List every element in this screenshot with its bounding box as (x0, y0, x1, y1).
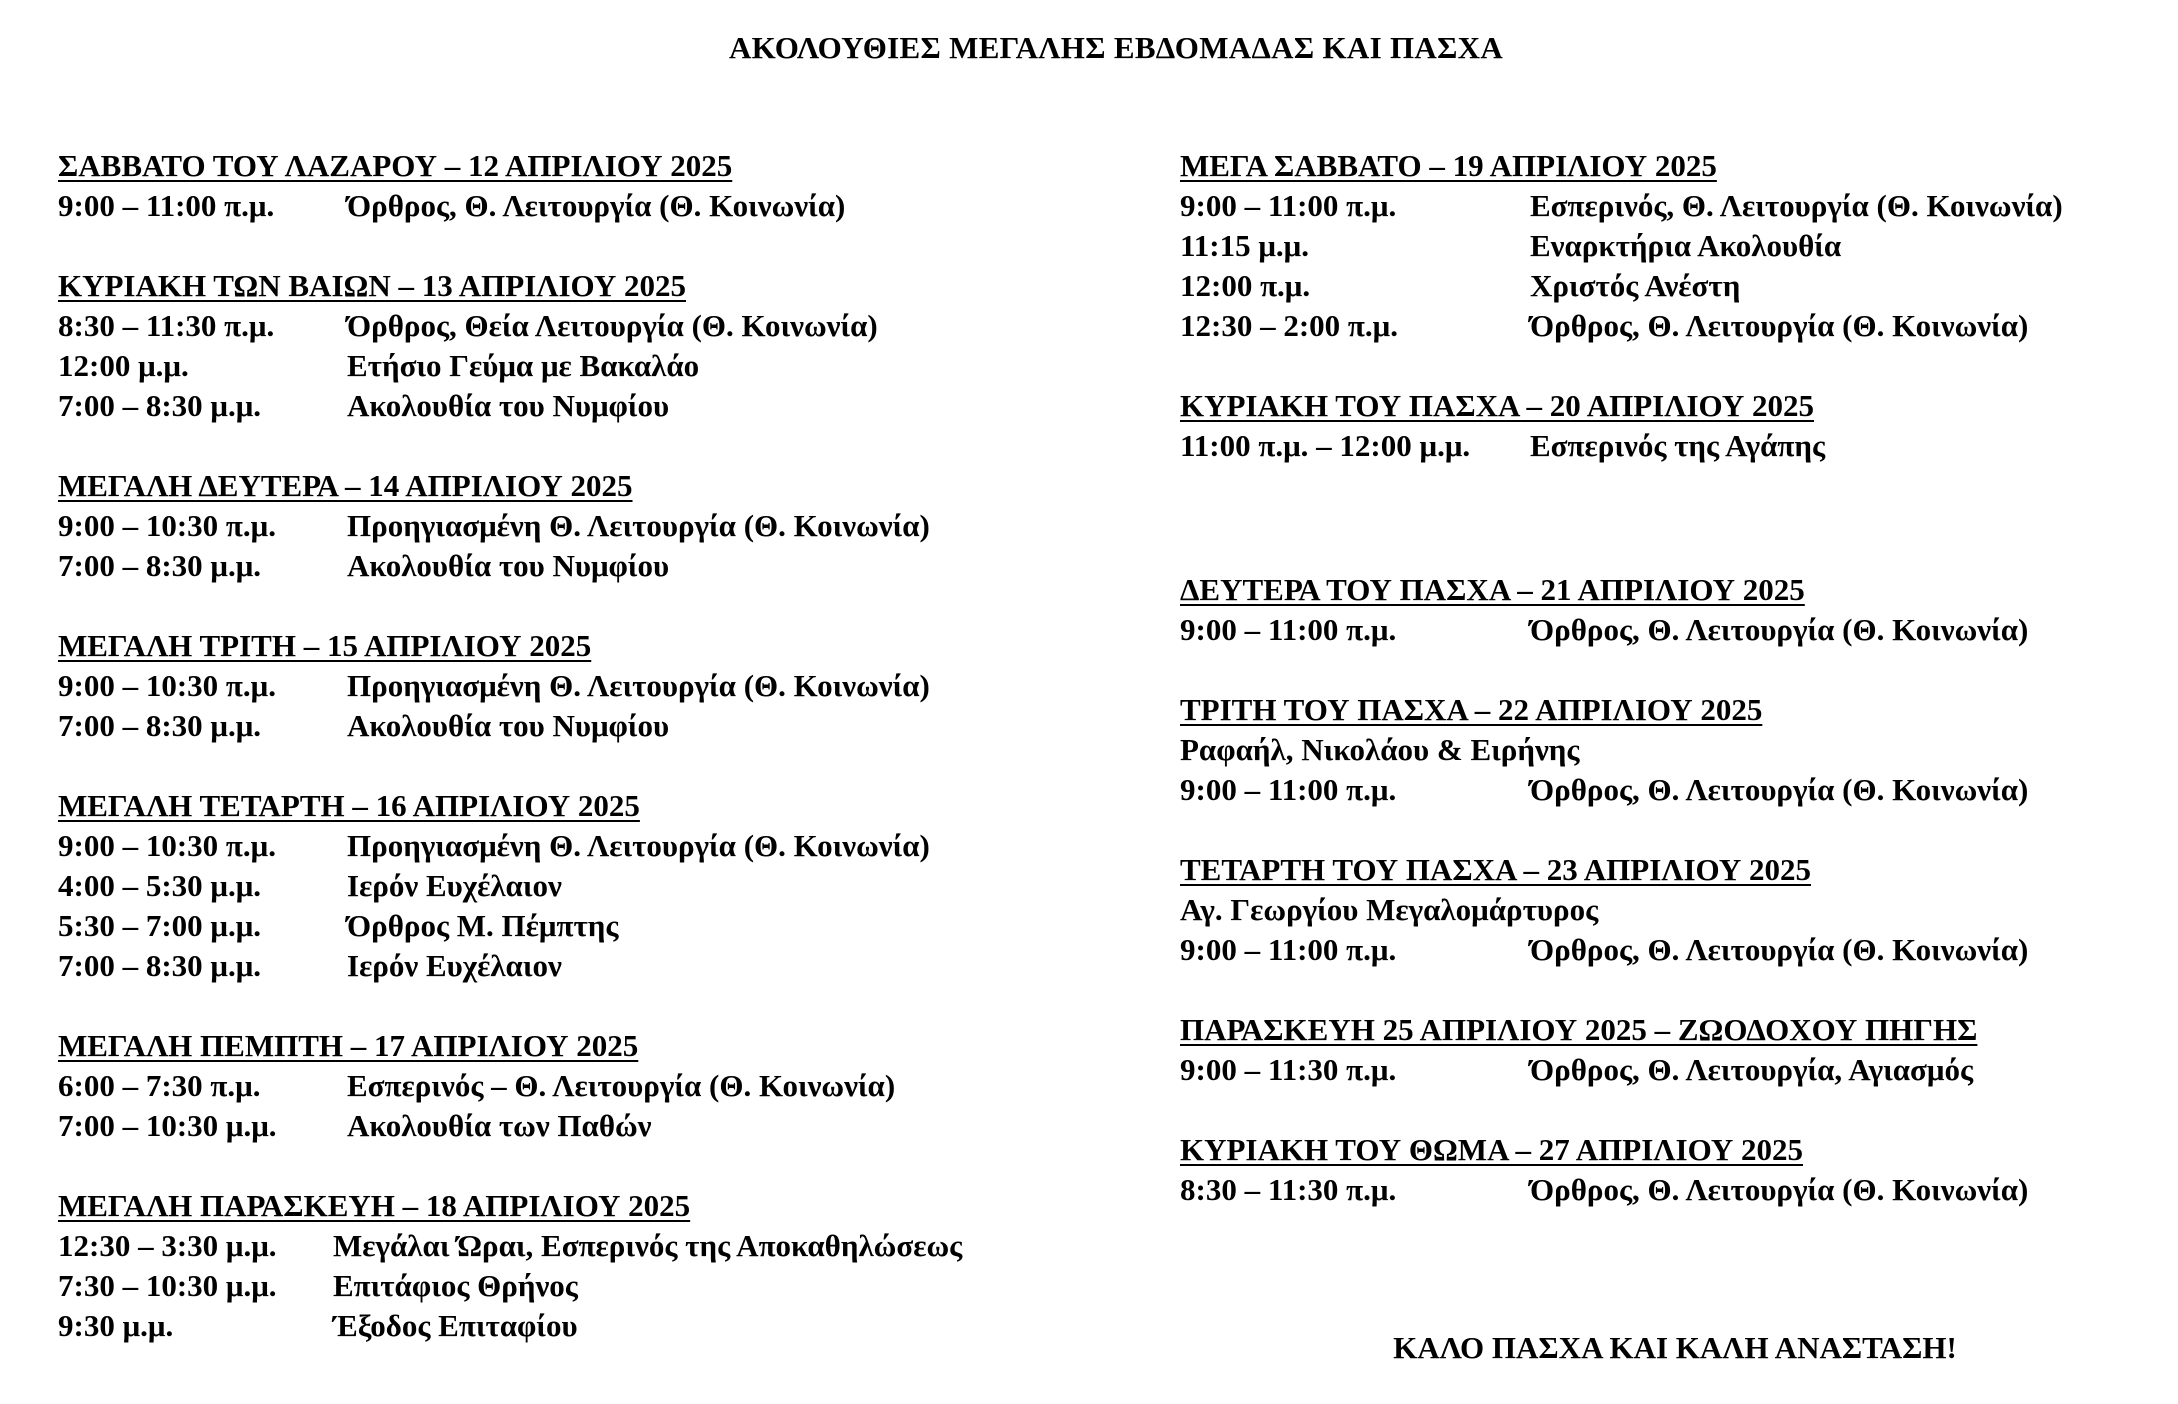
schedule-row (58, 1226, 1138, 1266)
service-time: 7:00 – 8:30 μ.μ. (58, 548, 262, 583)
page-title: ΑΚΟΛΟΥΘΙΕΣ ΜΕΓΑΛΗΣ ΕΒΔΟΜΑΔΑΣ ΚΑΙ ΠΑΣΧΑ (728, 30, 1504, 65)
schedule-row (58, 666, 1138, 706)
section-heading: ΜΕΓΑΛΗ ΠΑΡΑΣΚΕΥΗ – 18 ΑΠΡΙΛΙΟΥ 2025 (58, 1188, 691, 1223)
schedule-section (1180, 570, 2170, 650)
service-time: 7:00 – 8:30 μ.μ. (58, 388, 262, 423)
service-name: Όρθρος, Θ. Λειτουργία, Αγιασμός (1530, 1052, 1974, 1087)
schedule-section (58, 146, 1138, 226)
section-heading: ΤΡΙΤΗ ΤΟΥ ΠΑΣΧΑ – 22 ΑΠΡΙΛΙΟΥ 2025 (1180, 692, 1763, 727)
schedule-section (1180, 386, 2170, 466)
service-name: Ιερόν Ευχέλαιον (347, 948, 562, 983)
section-heading: ΣΑΒΒΑΤΟ ΤΟΥ ΛΑΖΑΡΟΥ – 12 ΑΠΡΙΛΙΟΥ 2025 (58, 148, 733, 183)
section-heading: ΤΕΤΑΡΤΗ ΤΟΥ ΠΑΣΧΑ – 23 ΑΠΡΙΛΙΟΥ 2025 (1180, 852, 1811, 887)
service-time: 6:00 – 7:30 π.μ. (58, 1068, 261, 1103)
schedule-row (58, 906, 1138, 946)
service-name: Ακολουθία του Νυμφίου (347, 708, 670, 743)
schedule-row (1180, 306, 2170, 346)
service-name: Προηγιασμένη Θ. Λειτουργία (Θ. Κοινωνία) (347, 508, 930, 543)
schedule-row (58, 546, 1138, 586)
schedule-section (58, 786, 1138, 986)
service-time: 5:30 – 7:00 μ.μ. (58, 908, 262, 943)
schedule-row (1180, 226, 2170, 266)
section-heading: ΜΕΓΑΛΗ ΠΕΜΠΤΗ – 17 ΑΠΡΙΛΙΟΥ 2025 (58, 1028, 639, 1063)
section-heading: ΚΥΡΙΑΚΗ ΤΟΥ ΘΩΜΑ – 27 ΑΠΡΙΛΙΟΥ 2025 (1180, 1132, 1804, 1167)
left-column (58, 146, 1138, 1346)
service-time: 9:00 – 10:30 π.μ. (58, 828, 276, 863)
schedule-section (1180, 1010, 2170, 1090)
service-time: 8:30 – 11:30 π.μ. (58, 308, 275, 343)
schedule-row (1180, 1050, 2170, 1090)
service-name: Όρθρος, Θ. Λειτουργία (Θ. Κοινωνία) (1530, 932, 2029, 967)
service-name: Όρθρος, Θ. Λειτουργία (Θ. Κοινωνία) (347, 188, 846, 223)
schedule-row (58, 826, 1138, 866)
service-name: Εσπερινός – Θ. Λειτουργία (Θ. Κοινωνία) (347, 1068, 896, 1103)
service-time: 11:15 μ.μ. (1180, 228, 1310, 263)
schedule-row (58, 186, 1138, 226)
service-time: 9:00 – 10:30 π.μ. (58, 508, 276, 543)
service-time: 12:30 – 3:30 μ.μ. (58, 1228, 277, 1263)
schedule-section (1180, 850, 2170, 970)
schedule-row (58, 306, 1138, 346)
service-name: Όρθρος, Θ. Λειτουργία (Θ. Κοινωνία) (1530, 772, 2029, 807)
schedule-section (58, 466, 1138, 586)
section-heading: ΚΥΡΙΑΚΗ ΤΩΝ ΒΑΙΩΝ – 13 ΑΠΡΙΛΙΟΥ 2025 (58, 268, 686, 303)
schedule-row (58, 1306, 1138, 1346)
service-name: Ακολουθία του Νυμφίου (347, 548, 670, 583)
service-time: 7:00 – 10:30 μ.μ. (58, 1108, 277, 1143)
schedule-row (1180, 770, 2170, 810)
service-name: Ιερόν Ευχέλαιον (347, 868, 562, 903)
service-name: Όρθρος, Θεία Λειτουργία (Θ. Κοινωνία) (347, 308, 878, 343)
service-name: Όρθρος, Θ. Λειτουργία (Θ. Κοινωνία) (1530, 612, 2029, 647)
schedule-row (58, 1266, 1138, 1306)
service-name: Προηγιασμένη Θ. Λειτουργία (Θ. Κοινωνία) (347, 828, 930, 863)
service-time: 9:00 – 11:00 π.μ. (58, 188, 275, 223)
service-name: Επιτάφιος Θρήνος (333, 1268, 578, 1303)
service-time: 12:30 – 2:00 π.μ. (1180, 308, 1398, 343)
service-time: 9:00 – 10:30 π.μ. (58, 668, 276, 703)
schedule-row (1180, 610, 2170, 650)
service-name: Έξοδος Επιταφίου (333, 1308, 578, 1343)
service-time: 9:00 – 11:00 π.μ. (1180, 612, 1397, 647)
closing-greeting: ΚΑΛΟ ΠΑΣΧΑ ΚΑΙ ΚΑΛΗ ΑΝΑΣΤΑΣΗ! (1393, 1330, 1957, 1365)
schedule-row (58, 1106, 1138, 1146)
service-time: 4:00 – 5:30 μ.μ. (58, 868, 262, 903)
service-name: Εσπερινός της Αγάπης (1530, 428, 1826, 463)
schedule-row (58, 706, 1138, 746)
schedule-row (58, 866, 1138, 906)
service-name: Όρθρος, Θ. Λειτουργία (Θ. Κοινωνία) (1530, 308, 2029, 343)
schedule-row (1180, 1170, 2170, 1210)
service-time: 9:00 – 11:30 π.μ. (1180, 1052, 1397, 1087)
schedule-section (1180, 1130, 2170, 1210)
service-name: Ακολουθία των Παθών (347, 1108, 652, 1143)
service-name: Όρθρος, Θ. Λειτουργία (Θ. Κοινωνία) (1530, 1172, 2029, 1207)
section-heading: ΚΥΡΙΑΚΗ ΤΟΥ ΠΑΣΧΑ – 20 ΑΠΡΙΛΙΟΥ 2025 (1180, 388, 1814, 423)
section-heading: ΔΕΥΤΕΡΑ ΤΟΥ ΠΑΣΧΑ – 21 ΑΠΡΙΛΙΟΥ 2025 (1180, 572, 1805, 607)
section-heading: ΠΑΡΑΣΚΕΥΗ 25 ΑΠΡΙΛΙΟΥ 2025 – ΖΩΟΔΟΧΟΥ ΠΗΓΗΣ (1180, 1012, 1978, 1047)
schedule-row (58, 346, 1138, 386)
service-time: 11:00 π.μ. – 12:00 μ.μ. (1180, 428, 1471, 463)
schedule-section (58, 266, 1138, 426)
service-name: Εναρκτήρια Ακολουθία (1530, 228, 1842, 263)
feast-saints: Αγ. Γεωργίου Μεγαλομάρτυρος (1180, 892, 1599, 927)
service-time: 9:30 μ.μ. (58, 1308, 174, 1343)
service-time: 7:00 – 8:30 μ.μ. (58, 708, 262, 743)
schedule-section (1180, 146, 2170, 346)
section-heading: ΜΕΓΑΛΗ ΤΡΙΤΗ – 15 ΑΠΡΙΛΙΟΥ 2025 (58, 628, 592, 663)
service-time: 8:30 – 11:30 π.μ. (1180, 1172, 1397, 1207)
schedule-row (58, 1066, 1138, 1106)
service-name: Προηγιασμένη Θ. Λειτουργία (Θ. Κοινωνία) (347, 668, 930, 703)
service-time: 9:00 – 11:00 π.μ. (1180, 932, 1397, 967)
schedule-row (1180, 186, 2170, 226)
service-time: 7:30 – 10:30 μ.μ. (58, 1268, 277, 1303)
section-heading: ΜΕΓΑΛΗ ΔΕΥΤΕΡΑ – 14 ΑΠΡΙΛΙΟΥ 2025 (58, 468, 633, 503)
schedule-row (58, 946, 1138, 986)
schedule-section (58, 626, 1138, 746)
service-time: 12:00 π.μ. (1180, 268, 1311, 303)
service-name: Ακολουθία του Νυμφίου (347, 388, 670, 423)
schedule-row (58, 386, 1138, 426)
schedule-row (1180, 426, 2170, 466)
service-name: Όρθρος Μ. Πέμπτης (347, 908, 619, 943)
schedule-row (1180, 930, 2170, 970)
schedule-section (58, 1186, 1138, 1346)
section-heading: ΜΕΓΑΛΗ ΤΕΤΑΡΤΗ – 16 ΑΠΡΙΛΙΟΥ 2025 (58, 788, 640, 823)
service-time: 7:00 – 8:30 μ.μ. (58, 948, 262, 983)
section-heading: ΜΕΓΑ ΣΑΒΒΑΤΟ – 19 ΑΠΡΙΛΙΟΥ 2025 (1180, 148, 1717, 183)
service-time: 9:00 – 11:00 π.μ. (1180, 772, 1397, 807)
schedule-row (58, 506, 1138, 546)
right-column (1180, 146, 2170, 1210)
schedule-row (1180, 266, 2170, 306)
service-name: Χριστός Ανέστη (1530, 268, 1741, 303)
schedule-section (1180, 690, 2170, 810)
service-time: 12:00 μ.μ. (58, 348, 189, 383)
service-name: Μεγάλαι Ώραι, Εσπερινός της Αποκαθηλώσεως (333, 1228, 963, 1263)
schedule-section (58, 1026, 1138, 1146)
service-name: Ετήσιο Γεύμα με Βακαλάο (347, 348, 700, 383)
service-name: Εσπερινός, Θ. Λειτουργία (Θ. Κοινωνία) (1530, 188, 2063, 223)
service-time: 9:00 – 11:00 π.μ. (1180, 188, 1397, 223)
feast-saints: Ραφαήλ, Νικολάου & Ειρήνης (1180, 732, 1580, 767)
